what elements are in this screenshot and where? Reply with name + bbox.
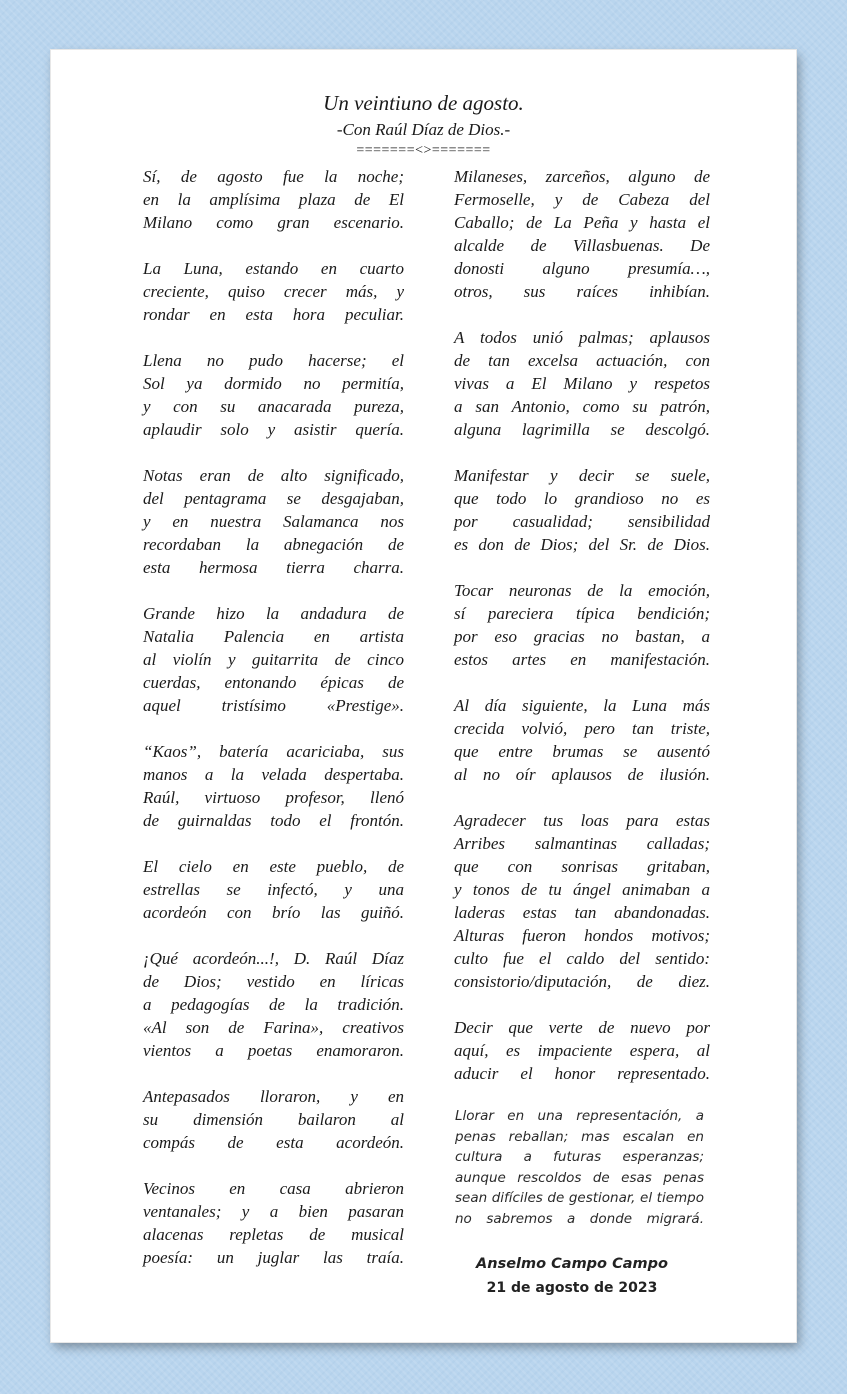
stanza <box>143 349 404 441</box>
verse-line: Notas eran de alto significado, <box>143 466 404 485</box>
stanza <box>454 694 710 786</box>
verse-line: sí pareciera típica bendición; <box>454 604 710 623</box>
verse-line: rondar en esta hora peculiar. <box>143 305 404 324</box>
stanza <box>143 1085 404 1154</box>
verse-line: que todo lo grandioso no es <box>454 489 710 508</box>
verse-line: creciente, quiso crecer más, y <box>143 282 404 301</box>
verse-line: alacenas repletas de musical <box>143 1225 404 1244</box>
verse-line: esta hermosa tierra charra. <box>143 558 404 577</box>
verse-line: compás de esta acordeón. <box>143 1133 404 1152</box>
verse-line: Arribes salmantinas calladas; <box>454 834 710 853</box>
verse-line: Natalia Palencia en artista <box>143 627 404 646</box>
verse-line: recordaban la abnegación de <box>143 535 404 554</box>
verse-line: aquí, es impaciente espera, al <box>454 1041 710 1060</box>
closing-stanza <box>455 1106 704 1229</box>
verse-line: poesía: un juglar las traía. <box>143 1248 404 1267</box>
verse-line: «Al son de Farina», creativos <box>143 1018 404 1037</box>
verse-line: estrellas se infectó, y una <box>143 880 404 899</box>
signature-date: 21 de agosto de 2023 <box>486 1280 658 1296</box>
verse-line: y en nuestra Salamanca nos <box>143 512 404 531</box>
verse-line: Alturas fueron hondos motivos; <box>454 926 710 945</box>
verse-line: al no oír aplausos de ilusión. <box>454 765 710 784</box>
verse-line: Sol ya dormido no permitía, <box>143 374 404 393</box>
verse-line: ¡Qué acordeón...!, D. Raúl Díaz <box>143 949 404 968</box>
stanza <box>143 855 404 924</box>
verse-line: del pentagrama se desgajaban, <box>143 489 404 508</box>
verse-line: por casualidad; sensibilidad <box>454 512 710 531</box>
verse-line: vientos a poetas enamoraron. <box>143 1041 404 1060</box>
verse-line: ventanales; y a bien pasaran <box>143 1202 404 1221</box>
stanza <box>143 1177 404 1269</box>
closing-line: penas reballan; mas escalan en <box>455 1128 704 1145</box>
verse-line: Grande hizo la andadura de <box>143 604 404 623</box>
verse-line: otros, sus raíces inhibían. <box>454 282 710 301</box>
left-column <box>143 165 404 1292</box>
closing-line: aunque rescoldos de esas penas <box>455 1169 704 1186</box>
stanza <box>143 257 404 326</box>
verse-line: Sí, de agosto fue la noche; <box>143 167 404 186</box>
verse-line: estos artes en manifestación. <box>454 650 710 669</box>
verse-line: su dimensión bailaron al <box>143 1110 404 1129</box>
title-separator: =======<>======= <box>356 143 491 158</box>
verse-line: al violín y guitarrita de cinco <box>143 650 404 669</box>
verse-line: alguna lagrimilla se descolgó. <box>454 420 710 439</box>
verse-line: donosti alguno presumía…, <box>454 259 710 278</box>
stanza <box>454 165 710 303</box>
verse-line: Al día siguiente, la Luna más <box>454 696 710 715</box>
verse-line: a pedagogías de la tradición. <box>143 995 404 1014</box>
stanza <box>143 165 404 234</box>
verse-line: de Dios; vestido en líricas <box>143 972 404 991</box>
stanza <box>143 740 404 832</box>
poem-sheet <box>51 50 796 1342</box>
verse-line: es don de Dios; del Sr. de Dios. <box>454 535 710 554</box>
verse-line: manos a la velada despertaba. <box>143 765 404 784</box>
verse-line: acordeón con brío las guiñó. <box>143 903 404 922</box>
closing-line: no sabremos a donde migrará. <box>455 1210 704 1227</box>
verse-line: vivas a El Milano y respetos <box>454 374 710 393</box>
stanza <box>454 464 710 556</box>
stanza <box>454 809 710 993</box>
verse-line: y con su anacarada pureza, <box>143 397 404 416</box>
stanza <box>143 947 404 1062</box>
verse-line: Fermoselle, y de Cabeza del <box>454 190 710 209</box>
verse-line: Decir que verte de nuevo por <box>454 1018 710 1037</box>
verse-line: por eso gracias no bastan, a <box>454 627 710 646</box>
closing-line: Llorar en una representación, a <box>455 1108 704 1124</box>
stanza <box>143 464 404 579</box>
closing-line: sean difíciles de gestionar, el tiempo <box>455 1190 704 1206</box>
verse-line: aducir el honor representado. <box>454 1064 710 1083</box>
verse-line: crecida volvió, pero tan triste, <box>454 719 710 738</box>
verse-line: Tocar neuronas de la emoción, <box>454 581 710 600</box>
verse-line: Antepasados lloraron, y en <box>143 1087 404 1106</box>
verse-line: aquel tristísimo «Prestige». <box>143 696 404 715</box>
verse-line: Manifestar y decir se suele, <box>454 466 710 485</box>
poem-title: Un veintiuno de agosto. <box>323 91 524 115</box>
verse-line: consistorio/diputación, de diez. <box>454 972 710 991</box>
verse-line: Llena no pudo hacerse; el <box>143 351 404 370</box>
verse-line: en la amplísima plaza de El <box>143 190 404 209</box>
verse-line: de tan excelsa actuación, con <box>454 351 710 370</box>
verse-line: que con sonrisas gritaban, <box>454 857 710 876</box>
stanza <box>454 579 710 671</box>
closing-line: cultura a futuras esperanzas; <box>455 1149 704 1165</box>
verse-line: cuerdas, entonando épicas de <box>143 673 404 692</box>
verse-line: de guirnaldas todo el frontón. <box>143 811 404 830</box>
verse-line: A todos unió palmas; aplausos <box>454 328 710 347</box>
verse-line: alcalde de Villasbuenas. De <box>454 236 710 255</box>
verse-line: a san Antonio, como su patrón, <box>454 397 710 416</box>
verse-line: laderas estas tan abandonadas. <box>454 903 710 922</box>
verse-line: Milaneses, zarceños, alguno de <box>454 167 710 186</box>
author-signature: Anselmo Campo Campo <box>476 1256 668 1272</box>
verse-line: Milano como gran escenario. <box>143 213 404 232</box>
verse-line: culto fue el caldo del sentido: <box>454 949 710 968</box>
verse-line: “Kaos”, batería acariciaba, sus <box>143 742 404 761</box>
stanza <box>454 1016 710 1085</box>
poem-subtitle: -Con Raúl Díaz de Dios.- <box>336 120 511 139</box>
verse-line: El cielo en este pueblo, de <box>143 857 404 876</box>
verse-line: y tonos de tu ángel animaban a <box>454 880 710 899</box>
verse-line: Agradecer tus loas para estas <box>454 811 710 830</box>
verse-line: Caballo; de La Peña y hasta el <box>454 213 710 232</box>
right-column <box>454 165 710 1108</box>
verse-line: Raúl, virtuoso profesor, llenó <box>143 788 404 807</box>
stanza <box>454 326 710 441</box>
verse-line: Vecinos en casa abrieron <box>143 1179 404 1198</box>
verse-line: La Luna, estando en cuarto <box>143 259 404 278</box>
verse-line: aplaudir solo y asistir quería. <box>143 420 404 439</box>
verse-line: que entre brumas se ausentó <box>454 742 710 761</box>
stanza <box>143 602 404 717</box>
